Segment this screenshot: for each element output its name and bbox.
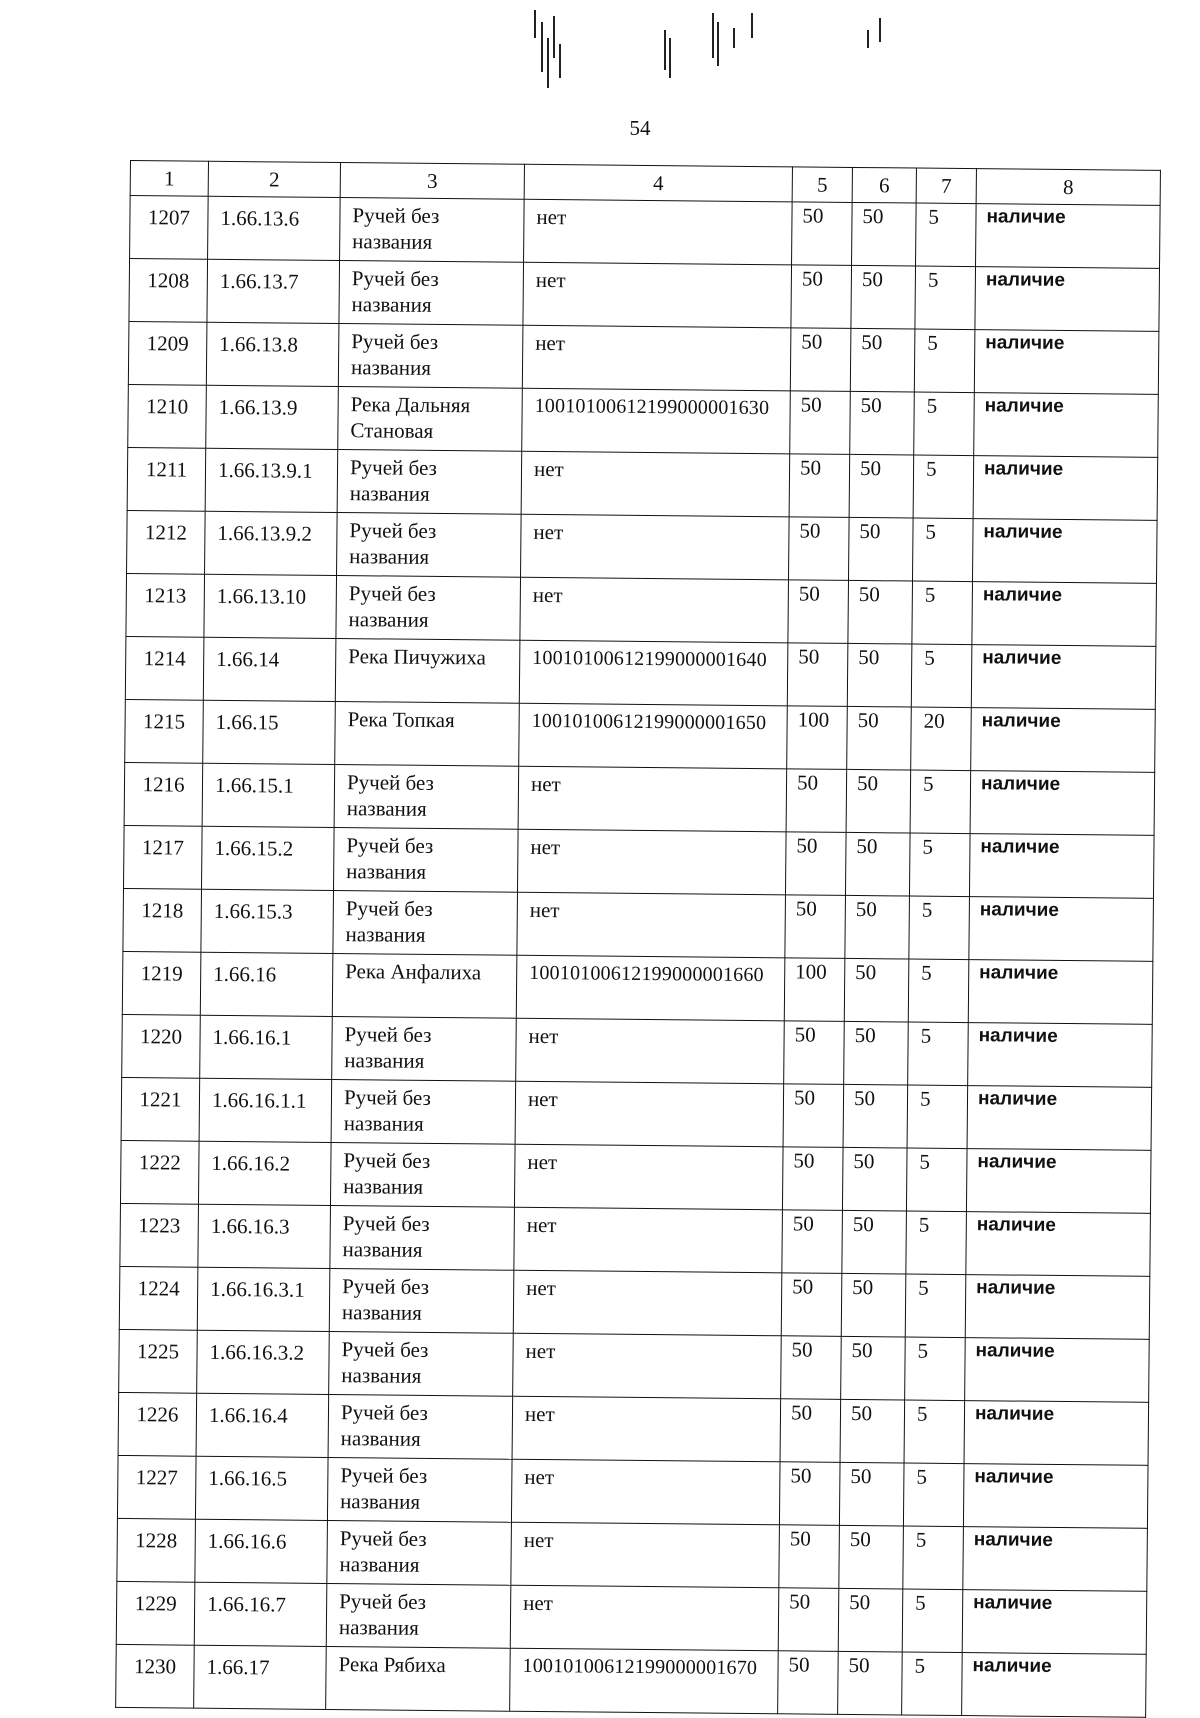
column-7-cell: 5 <box>914 392 975 456</box>
table-row <box>122 1014 1153 1087</box>
column-7-cell: 5 <box>913 455 974 519</box>
registry-code-cell: нет <box>514 1144 783 1210</box>
water-bodies-table <box>115 160 1161 1718</box>
code-cell: 1.66.15.1 <box>202 763 335 827</box>
water-body-name-cell: Ручей без названия <box>337 450 522 515</box>
header-cell: 6 <box>852 167 916 203</box>
row-number-cell: 1214 <box>125 636 204 700</box>
column-6-cell: 50 <box>845 832 910 896</box>
code-cell: 1.66.13.9 <box>206 385 339 449</box>
column-5-cell: 50 <box>784 1021 845 1085</box>
row-number-cell: 1217 <box>124 825 203 889</box>
row-number-cell: 1207 <box>130 196 209 260</box>
code-cell: 1.66.16.1.1 <box>199 1078 332 1142</box>
column-6-cell: 50 <box>847 643 912 707</box>
code-cell: 1.66.15.2 <box>202 826 335 890</box>
registry-code-cell: нет <box>516 1018 785 1084</box>
column-8-cell: наличие <box>975 267 1160 332</box>
row-number-cell: 1212 <box>127 510 206 574</box>
row-number-cell: 1218 <box>123 888 202 952</box>
column-8-cell: наличие <box>971 645 1156 710</box>
registry-code-cell: нет <box>518 766 787 832</box>
water-body-name-cell: Ручей без названия <box>339 261 524 326</box>
column-7-cell: 5 <box>905 1337 966 1401</box>
table-row <box>117 1518 1148 1591</box>
column-8-cell: наличие <box>962 1653 1147 1718</box>
column-6-cell: 50 <box>852 202 917 266</box>
header-cell: 4 <box>524 164 792 202</box>
column-5-cell: 50 <box>782 1210 843 1274</box>
column-7-cell: 5 <box>902 1589 963 1653</box>
water-body-name-cell: Река Дальняя Становая <box>338 387 523 452</box>
column-6-cell: 50 <box>847 706 912 770</box>
column-7-cell: 5 <box>904 1400 965 1464</box>
column-6-cell: 50 <box>838 1651 903 1715</box>
column-5-cell: 100 <box>784 958 845 1022</box>
row-number-cell: 1209 <box>128 321 207 385</box>
column-6-cell: 50 <box>849 454 914 518</box>
table-row <box>127 510 1158 583</box>
column-5-cell: 50 <box>787 643 848 707</box>
column-8-cell: наличие <box>967 1086 1152 1151</box>
code-cell: 1.66.17 <box>194 1645 327 1709</box>
code-cell: 1.66.13.10 <box>204 574 337 638</box>
column-5-cell: 50 <box>779 1525 840 1589</box>
column-7-cell: 5 <box>909 833 970 897</box>
water-body-name-cell: Ручей без названия <box>327 1457 512 1522</box>
column-7-cell: 5 <box>903 1463 964 1527</box>
column-7-cell: 20 <box>911 707 972 771</box>
column-7-cell: 5 <box>908 959 969 1023</box>
registry-code-cell: нет <box>522 325 791 391</box>
column-5-cell: 50 <box>778 1588 839 1652</box>
row-number-cell: 1213 <box>126 573 205 637</box>
column-8-cell: наличие <box>969 897 1154 962</box>
column-7-cell: 5 <box>907 1085 968 1149</box>
water-body-name-cell: Ручей без названия <box>334 764 519 829</box>
column-6-cell: 50 <box>844 1021 909 1085</box>
table-body <box>116 196 1160 1718</box>
column-8-cell: наличие <box>964 1401 1149 1466</box>
water-body-name-cell: Ручей без названия <box>333 827 518 892</box>
column-8-cell: наличие <box>965 1275 1150 1340</box>
column-5-cell: 50 <box>783 1084 844 1148</box>
column-6-cell: 50 <box>850 391 915 455</box>
column-5-cell: 50 <box>790 391 851 455</box>
column-6-cell: 50 <box>842 1147 907 1211</box>
column-7-cell: 5 <box>915 266 976 330</box>
row-number-cell: 1221 <box>121 1077 200 1141</box>
water-body-name-cell: Река Анфалиха <box>332 953 517 1018</box>
row-number-cell: 1225 <box>119 1329 198 1393</box>
column-8-cell: наличие <box>965 1338 1150 1403</box>
column-8-cell: наличие <box>968 1023 1153 1088</box>
table-row <box>126 573 1157 646</box>
registry-code-cell: нет <box>511 1522 780 1588</box>
code-cell: 1.66.16.4 <box>196 1393 329 1457</box>
data-table-container <box>115 160 1160 1718</box>
row-number-cell: 1211 <box>127 447 206 511</box>
column-5-cell: 50 <box>790 328 851 392</box>
table-row <box>116 1644 1147 1717</box>
column-5-cell: 50 <box>785 895 846 959</box>
registry-code-cell: нет <box>521 514 790 580</box>
row-number-cell: 1210 <box>128 384 207 448</box>
registry-code-cell: нет <box>515 1081 784 1147</box>
table-row <box>120 1140 1151 1213</box>
water-body-name-cell: Ручей без названия <box>328 1394 513 1459</box>
row-number-cell: 1208 <box>129 259 208 323</box>
column-7-cell: 5 <box>912 518 973 582</box>
code-cell: 1.66.16 <box>200 952 333 1016</box>
column-5-cell: 50 <box>778 1651 839 1715</box>
table-row <box>129 259 1160 332</box>
column-8-cell: наличие <box>966 1149 1151 1214</box>
column-6-cell: 50 <box>841 1336 906 1400</box>
column-5-cell: 50 <box>780 1399 841 1463</box>
column-5-cell: 50 <box>782 1147 843 1211</box>
water-body-name-cell: Ручей без названия <box>337 513 522 578</box>
row-number-cell: 1219 <box>122 951 201 1015</box>
column-8-cell: наличие <box>963 1464 1148 1529</box>
table-row <box>124 762 1155 835</box>
column-7-cell: 5 <box>912 581 973 645</box>
column-6-cell: 50 <box>839 1525 904 1589</box>
header-cell: 7 <box>916 168 976 204</box>
code-cell: 1.66.16.3.1 <box>197 1267 330 1331</box>
code-cell: 1.66.13.6 <box>208 196 341 260</box>
column-8-cell: наличие <box>970 771 1155 836</box>
row-number-cell: 1222 <box>120 1140 199 1204</box>
registry-code-cell: 10010100612199000001660 <box>516 955 785 1021</box>
code-cell: 1.66.13.8 <box>206 322 339 386</box>
water-body-name-cell: Река Рябиха <box>326 1646 511 1711</box>
header-cell: 8 <box>976 169 1160 206</box>
column-5-cell: 50 <box>779 1462 840 1526</box>
water-body-name-cell: Ручей без названия <box>330 1142 515 1207</box>
column-5-cell: 50 <box>789 517 850 581</box>
code-cell: 1.66.13.9.1 <box>205 448 338 512</box>
column-7-cell: 5 <box>909 896 970 960</box>
column-6-cell: 50 <box>842 1210 907 1274</box>
row-number-cell: 1226 <box>118 1392 197 1456</box>
column-8-cell: наличие <box>968 960 1153 1025</box>
registry-code-cell: нет <box>510 1585 779 1651</box>
column-8-cell: наличие <box>972 582 1157 647</box>
registry-code-cell: нет <box>511 1459 780 1525</box>
registry-code-cell: нет <box>523 262 792 328</box>
code-cell: 1.66.16.3.2 <box>197 1330 330 1394</box>
code-cell: 1.66.16.2 <box>198 1141 331 1205</box>
table-row <box>127 447 1158 520</box>
column-8-cell: наличие <box>973 456 1158 521</box>
column-7-cell: 5 <box>906 1211 967 1275</box>
column-6-cell: 50 <box>851 265 916 329</box>
code-cell: 1.66.15.3 <box>201 889 334 953</box>
water-body-name-cell: Ручей без названия <box>330 1205 515 1270</box>
registry-code-cell: нет <box>513 1270 782 1336</box>
table-row <box>119 1329 1150 1402</box>
registry-code-cell: 10010100612199000001630 <box>522 388 791 454</box>
column-5-cell: 50 <box>792 202 853 266</box>
code-cell: 1.66.14 <box>203 637 336 701</box>
header-cell: 5 <box>792 167 852 203</box>
table-row <box>122 951 1153 1024</box>
table-row <box>120 1203 1151 1276</box>
table-row <box>118 1392 1149 1465</box>
column-6-cell: 50 <box>848 580 913 644</box>
column-8-cell: наличие <box>974 330 1159 395</box>
column-7-cell: 5 <box>916 203 977 267</box>
column-5-cell: 100 <box>787 706 848 770</box>
registry-code-cell: нет <box>517 829 786 895</box>
table-row <box>116 1581 1147 1654</box>
column-6-cell: 50 <box>845 895 910 959</box>
column-7-cell: 5 <box>905 1274 966 1338</box>
page-number: 54 <box>629 116 651 140</box>
registry-code-cell: нет <box>517 892 786 958</box>
registry-code-cell: 10010100612199000001670 <box>510 1648 779 1714</box>
water-body-name-cell: Ручей без названия <box>332 1016 517 1081</box>
column-6-cell: 50 <box>850 328 915 392</box>
column-7-cell: 5 <box>908 1022 969 1086</box>
code-cell: 1.66.13.7 <box>207 259 340 323</box>
row-number-cell: 1215 <box>125 699 204 763</box>
column-8-cell: наличие <box>972 519 1157 584</box>
column-5-cell: 50 <box>785 832 846 896</box>
table-row <box>123 888 1154 961</box>
column-6-cell: 50 <box>848 517 913 581</box>
registry-code-cell: нет <box>512 1396 781 1462</box>
column-5-cell: 50 <box>789 454 850 518</box>
table-row <box>121 1077 1152 1150</box>
table-row <box>125 699 1156 772</box>
table-row <box>128 384 1159 457</box>
water-body-name-cell: Ручей без названия <box>333 890 518 955</box>
column-8-cell: наличие <box>974 393 1159 458</box>
registry-code-cell: 10010100612199000001650 <box>519 703 788 769</box>
row-number-cell: 1230 <box>116 1644 195 1708</box>
column-8-cell: наличие <box>966 1212 1151 1277</box>
header-cell: 2 <box>208 161 340 197</box>
column-5-cell: 50 <box>781 1273 842 1337</box>
table-row <box>117 1455 1148 1528</box>
scan-artifact-marks <box>530 8 890 98</box>
water-body-name-cell: Ручей без названия <box>326 1583 511 1648</box>
water-body-name-cell: Ручей без названия <box>329 1331 514 1396</box>
water-body-name-cell: Ручей без названия <box>331 1079 516 1144</box>
registry-code-cell: нет <box>520 577 789 643</box>
row-number-cell: 1227 <box>117 1455 196 1519</box>
row-number-cell: 1216 <box>124 762 203 826</box>
column-5-cell: 50 <box>791 265 852 329</box>
column-6-cell: 50 <box>846 769 911 833</box>
water-body-name-cell: Ручей без названия <box>329 1268 514 1333</box>
column-6-cell: 50 <box>839 1462 904 1526</box>
table-row <box>130 196 1161 269</box>
table-row <box>124 825 1155 898</box>
code-cell: 1.66.16.5 <box>195 1456 328 1520</box>
column-7-cell: 5 <box>910 770 971 834</box>
water-body-name-cell: Ручей без названия <box>338 324 523 389</box>
table-row <box>125 636 1156 709</box>
row-number-cell: 1228 <box>117 1518 196 1582</box>
row-number-cell: 1223 <box>120 1203 199 1267</box>
column-7-cell: 5 <box>911 644 972 708</box>
column-8-cell: наличие <box>963 1527 1148 1592</box>
registry-code-cell: 10010100612199000001640 <box>519 640 788 706</box>
column-6-cell: 50 <box>843 1084 908 1148</box>
column-5-cell: 50 <box>786 769 847 833</box>
code-cell: 1.66.16.3 <box>198 1204 331 1268</box>
code-cell: 1.66.16.1 <box>200 1015 333 1079</box>
header-cell: 1 <box>130 161 208 197</box>
column-7-cell: 5 <box>906 1148 967 1212</box>
row-number-cell: 1229 <box>116 1581 195 1645</box>
column-6-cell: 50 <box>844 958 909 1022</box>
row-number-cell: 1224 <box>119 1266 198 1330</box>
code-cell: 1.66.16.6 <box>195 1519 328 1583</box>
water-body-name-cell: Ручей без названия <box>327 1520 512 1585</box>
column-5-cell: 50 <box>781 1336 842 1400</box>
column-8-cell: наличие <box>971 708 1156 773</box>
code-cell: 1.66.13.9.2 <box>205 511 338 575</box>
column-8-cell: наличие <box>969 834 1154 899</box>
registry-code-cell: нет <box>521 451 790 517</box>
water-body-name-cell: Ручей без названия <box>336 576 521 641</box>
water-body-name-cell: Ручей без названия <box>340 198 525 263</box>
column-6-cell: 50 <box>841 1273 906 1337</box>
column-5-cell: 50 <box>788 580 849 644</box>
column-8-cell: наличие <box>962 1590 1147 1655</box>
header-cell: 3 <box>340 163 524 200</box>
column-7-cell: 5 <box>903 1526 964 1590</box>
registry-code-cell: нет <box>524 199 793 265</box>
column-6-cell: 50 <box>840 1399 905 1463</box>
water-body-name-cell: Река Топкая <box>335 701 520 766</box>
registry-code-cell: нет <box>513 1333 782 1399</box>
row-number-cell: 1220 <box>122 1014 201 1078</box>
water-body-name-cell: Река Пичужиха <box>335 638 520 703</box>
column-7-cell: 5 <box>902 1652 963 1716</box>
table-row <box>128 321 1159 394</box>
column-7-cell: 5 <box>914 329 975 393</box>
column-8-cell: наличие <box>976 204 1161 269</box>
registry-code-cell: нет <box>514 1207 783 1273</box>
table-row <box>119 1266 1150 1339</box>
code-cell: 1.66.15 <box>203 700 336 764</box>
column-6-cell: 50 <box>838 1588 903 1652</box>
code-cell: 1.66.16.7 <box>194 1582 327 1646</box>
